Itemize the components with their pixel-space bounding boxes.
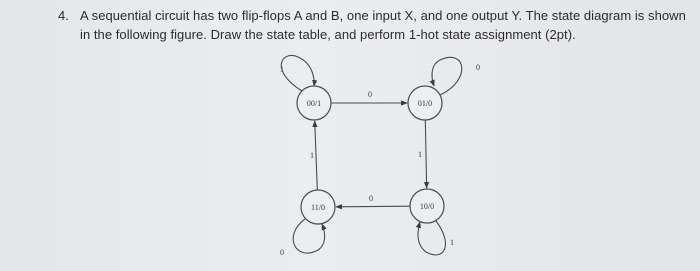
transition-00-1-to-00-1-loop — [281, 56, 314, 91]
state-label: 11/0 — [311, 203, 325, 212]
transition-edges — [281, 56, 462, 255]
transition-10-0-to-11-0-input-label: 0 — [369, 194, 373, 203]
transition-01-0-to-10-0-arrow — [425, 120, 426, 188]
state-label: 00/1 — [306, 99, 322, 108]
transition-11-0-to-00-1-arrow — [315, 121, 318, 190]
transition-10-0-to-10-0-loop — [418, 221, 445, 255]
transition-10-0-to-10-0-input-label: 1 — [450, 238, 454, 247]
question-number: 4. — [58, 8, 69, 23]
question-line-2: in the following figure. Draw the state table, and perform 1-hot state assignment (2pt). — [80, 27, 576, 42]
state-node-10-0 — [410, 189, 444, 223]
transition-01-0-to-10-0-input-label: 1 — [418, 150, 422, 159]
transition-01-0-to-01-0-loop — [432, 57, 462, 95]
transition-00-1-to-01-0-input-label: 0 — [368, 90, 372, 99]
state-label: 10/0 — [419, 202, 435, 211]
transition-01-0-to-01-0-input-label: 0 — [476, 63, 480, 72]
question-text-line-1: A sequential circuit has two flip-flops A and B, one input X, and one output Y. The state diagram is shown — [80, 8, 686, 23]
state-label: 01/0 — [417, 99, 433, 108]
transition-11-0-to-00-1-input-label: 1 — [310, 151, 314, 160]
transition-10-0-to-11-0-arrow — [336, 206, 410, 207]
transition-00-1-to-00-1-input-label: 1 — [280, 65, 284, 74]
state-node-01-0 — [408, 86, 442, 120]
state-node-11-0 — [301, 190, 335, 224]
transition-11-0-to-11-0-input-label: 0 — [280, 248, 284, 257]
state-node-00-1 — [297, 86, 331, 120]
